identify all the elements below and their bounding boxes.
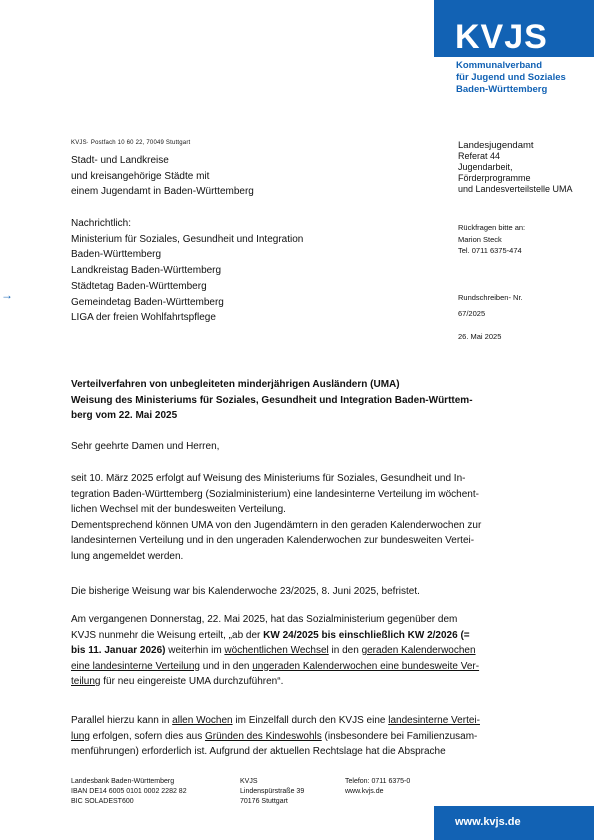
text-line [71, 643, 523, 659]
text-line: landesinternen Verteilung und in den ungeraden Kalenderwochen zur bundesweiten Vertei- [71, 535, 475, 546]
cc-item: Landkreistag Baden-Württemberg [71, 265, 222, 277]
text-line: lichen Wechsel mit der bundesweiten Verteilung. [71, 504, 286, 515]
footer-contact [345, 777, 410, 797]
cc-item: Baden-Württemberg [71, 249, 162, 261]
footer-phone: Telefon: 0711 6375-0 [345, 778, 411, 785]
contact-tel: Tel. 0711 6375-474 [458, 246, 522, 255]
underlined-span: eine landesinterne Verteilung [71, 660, 200, 672]
underlined-span: allen Wochen [172, 715, 233, 726]
text-span: und in den [199, 660, 253, 672]
footer-line: 70176 Stuttgart [240, 798, 288, 805]
letter-date: 26. Mai 2025 [458, 332, 502, 341]
text-line [71, 659, 523, 675]
footer-line: IBAN DE14 6005 0101 0002 2282 82 [71, 788, 187, 795]
address-line: einem Jugendamt in Baden-Württemberg [71, 186, 254, 197]
circular-number: 67/2025 [458, 309, 486, 318]
sender-line: KVJS· Postfach 10 60 22, 70049 Stuttgart [71, 140, 191, 146]
footer-bank [71, 777, 187, 807]
footer-web-link[interactable]: www.kvjs.de [345, 788, 384, 795]
cc-label: Nachrichtlich: [71, 218, 132, 229]
cc-item: Städtetag Baden-Württemberg [71, 280, 207, 292]
footer-line: Lindenspürstraße 39 [240, 788, 305, 795]
subject-line: berg vom 22. Mai 2025 [71, 410, 178, 421]
department-name: Landesjugendamt [458, 140, 534, 151]
contact-label: Rückfragen bitte an: [458, 223, 526, 232]
cc-block [71, 216, 303, 326]
subject-line: Verteilverfahren von unbegleiteten minderjährigen Ausländern (UMA) [71, 379, 400, 390]
text-line [71, 729, 523, 745]
paragraph-3 [71, 612, 523, 690]
underlined-span: wöchentlichen Wechsel [224, 645, 329, 656]
text-span: Parallel hierzu kann in [71, 715, 173, 726]
logo-mark: KVJS [455, 18, 548, 56]
text-line: lung angemeldet werden. [71, 550, 184, 562]
text-line: Am vergangenen Donnerstag, 22. Mai 2025, hat das Sozialministerium gegenüber dem [71, 614, 458, 625]
footer-line: Landesbank Baden-Württemberg [71, 778, 175, 785]
address-line: und kreisangehörige Städte mit [71, 170, 210, 182]
paragraph-4 [71, 713, 523, 760]
department-ref: Referat 44 [458, 151, 501, 161]
text-span: für neu eingereiste UMA durchzuführen“. [100, 676, 284, 687]
underlined-span: teilung [71, 676, 101, 687]
salutation: Sehr geehrte Damen und Herren, [71, 441, 220, 452]
bold-span: KW 24/2025 bis einschließlich KW 2/2026 (= [263, 629, 470, 641]
paragraph-1 [71, 471, 523, 564]
footer-line: KVJS [240, 778, 258, 785]
cc-item: LIGA der freien Wohlfahrtspflege [71, 312, 216, 324]
subject-block [71, 377, 521, 424]
text-line [71, 713, 523, 729]
footer-bar-url[interactable]: www.kvjs.de [455, 816, 521, 828]
underlined-span: geraden Kalenderwochen [361, 645, 476, 656]
paragraph-2: Die bisherige Weisung war bis Kalenderwoche 23/2025, 8. Juni 2025, befristet. [71, 586, 420, 597]
underlined-span: ungeraden Kalenderwochen eine bundesweite Ver- [252, 660, 480, 672]
fold-mark-arrow-icon: → [1, 288, 13, 302]
text-span: (insbesondere bei Familienzusam- [321, 730, 478, 742]
department-block [458, 140, 573, 195]
bold-span: bis 11. Januar 2026) [71, 645, 166, 656]
circular-label: Rundschreiben- Nr. [458, 293, 523, 302]
cc-item: Ministerium für Soziales, Gesundheit und Integration [71, 233, 304, 245]
subject-line: Weisung des Ministeriums für Soziales, Gesundheit und Integration Baden-Württem- [71, 394, 473, 406]
text-span: weiterhin im [165, 645, 225, 656]
underlined-span: lung [71, 730, 90, 742]
logo-subtitle [456, 60, 566, 96]
underlined-span: Gründen des Kindeswohls [204, 730, 322, 742]
text-span: im Einzelfall durch den KVJS eine [232, 715, 389, 726]
department-line: und Landesverteilstelle UMA [458, 184, 573, 194]
text-span: KVJS nunmehr die Weisung erteilt, „ab der [71, 629, 264, 641]
footer-line: BIC SOLADEST600 [71, 798, 134, 805]
text-line [71, 674, 523, 690]
text-line: tegration Baden-Württemberg (Sozialministerium) eine landesinterne Verteilung im wöchent- [71, 488, 479, 500]
logo-line: Kommunalverband [456, 60, 543, 71]
cc-item: Gemeindetag Baden-Württemberg [71, 296, 224, 308]
text-line: Dementsprechend können UMA von den Jugendämtern in den geraden Kalenderwochen zur [71, 519, 482, 531]
contact-name: Marion Steck [458, 234, 502, 244]
logo-line: für Jugend und Soziales [456, 72, 566, 83]
text-line: seit 10. März 2025 erfolgt auf Weisung des Ministeriums für Soziales, Gesundheit und In- [71, 473, 466, 484]
text-span: in den [328, 645, 362, 656]
text-span: erfolgen, sofern dies aus [89, 730, 205, 742]
address-line: Stadt- und Landkreise [71, 155, 169, 166]
department-line: Jugendarbeit, [458, 162, 513, 172]
department-line: Förderprogramme [458, 173, 531, 183]
recipient-address [71, 153, 254, 200]
underlined-span: landesinterne Vertei- [388, 715, 480, 726]
text-line [71, 628, 523, 644]
footer-address [240, 777, 304, 807]
logo-line: Baden-Württemberg [456, 84, 548, 95]
text-line: menführungen) erforderlich ist. Aufgrund der aktuellen Rechtslage hat die Absprache [71, 746, 446, 757]
contact-block [458, 222, 525, 257]
